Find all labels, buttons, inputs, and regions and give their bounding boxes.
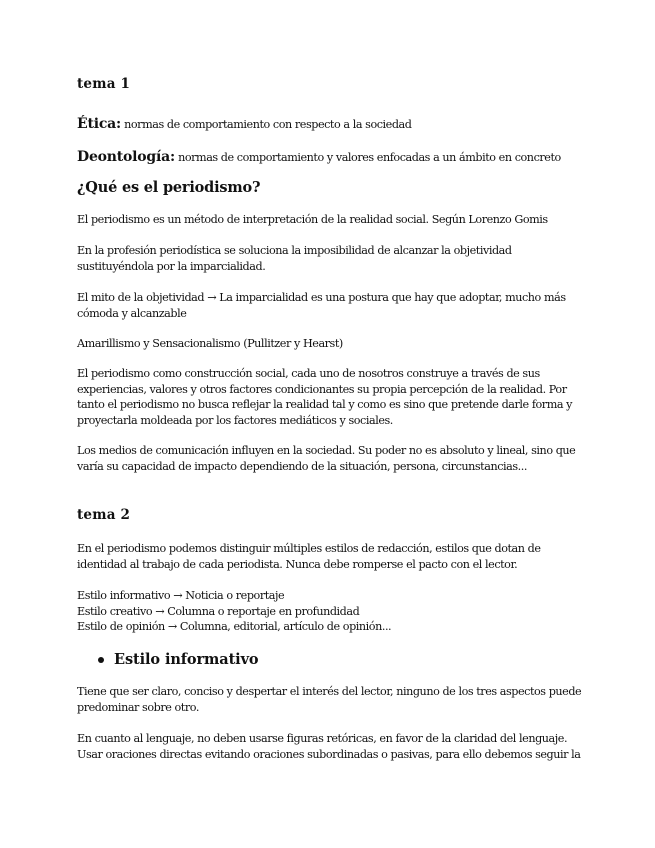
styles-list: [77, 588, 577, 635]
bullet-estilo-informativo: [98, 651, 259, 668]
paragraph-amarillismo: Amarillismo y Sensacionalismo (Pullitzer y Hearst): [77, 337, 343, 350]
paragraph-estilos: En el periodismo podemos distinguir múltiples estilos de redacción, estilos que dotan de identidad al trabajo de cada periodista. Nunca debe romperse el pacto con el lector.: [77, 542, 541, 571]
paragraph-construccion-social: El periodismo como construcción social, cada uno de nosotros construye a través de sus experiencias, valores y otros factores condicionantes su propia percepción de la realidad. Por tanto el periodismo no busca reflejar la realidad tal y como es sino que pretende darle forma y proyectarla moldeada por los factores mediáticos y sociales.: [77, 367, 573, 427]
tema2-heading: tema 2: [77, 507, 131, 523]
etica-def: normas de comportamiento con respecto a la sociedad: [121, 118, 412, 131]
paragraph-claro-conciso: Tiene que ser claro, conciso y despertar el interés del lector, ninguno de los tres aspectos puede predominar sobre otro.: [77, 685, 582, 714]
style-line: Estilo de opinión → Columna, editorial, artículo de opinión...: [77, 620, 392, 633]
style-line: Estilo informativo → Noticia o reportaje: [77, 589, 285, 602]
paragraph-medios: Los medios de comunicación influyen en la sociedad. Su poder no es absoluto y lineal, sino que varía su capacidad de impacto dependiendo de la situación, persona, circunstancias...: [77, 444, 576, 473]
periodismo-question: ¿Qué es el periodismo?: [77, 179, 261, 196]
etica-definition: [77, 113, 577, 132]
deontologia-term: Deontología:: [77, 149, 175, 165]
paragraph-imparcialidad: En la profesión periodística se soluciona la imposibilidad de alcanzar la objetividad sustituyéndola por la imparcialidad.: [77, 244, 512, 273]
tema1-heading: tema 1: [77, 76, 131, 92]
etica-term: Ética:: [77, 116, 122, 132]
deontologia-definition: [77, 146, 577, 165]
style-line: Estilo creativo → Columna o reportaje en profundidad: [77, 604, 360, 618]
bullet-label: Estilo informativo: [114, 651, 259, 668]
paragraph-lenguaje: En cuanto al lenguaje, no deben usarse figuras retóricas, en favor de la claridad del lenguaje. Usar oraciones directas evitando oraciones subordinadas o pasivas, para ello debemos seguir la: [77, 732, 581, 761]
bullet-icon: [98, 657, 104, 663]
paragraph-gomis: El periodismo es un método de interpretación de la realidad social. Según Lorenzo Gomis: [77, 213, 548, 226]
deontologia-def: normas de comportamiento y valores enfocadas a un ámbito en concreto: [174, 151, 561, 164]
paragraph-objetividad: El mito de la objetividad → La imparcialidad es una postura que hay que adoptar, mucho más cómoda y alcanzable: [77, 291, 566, 320]
